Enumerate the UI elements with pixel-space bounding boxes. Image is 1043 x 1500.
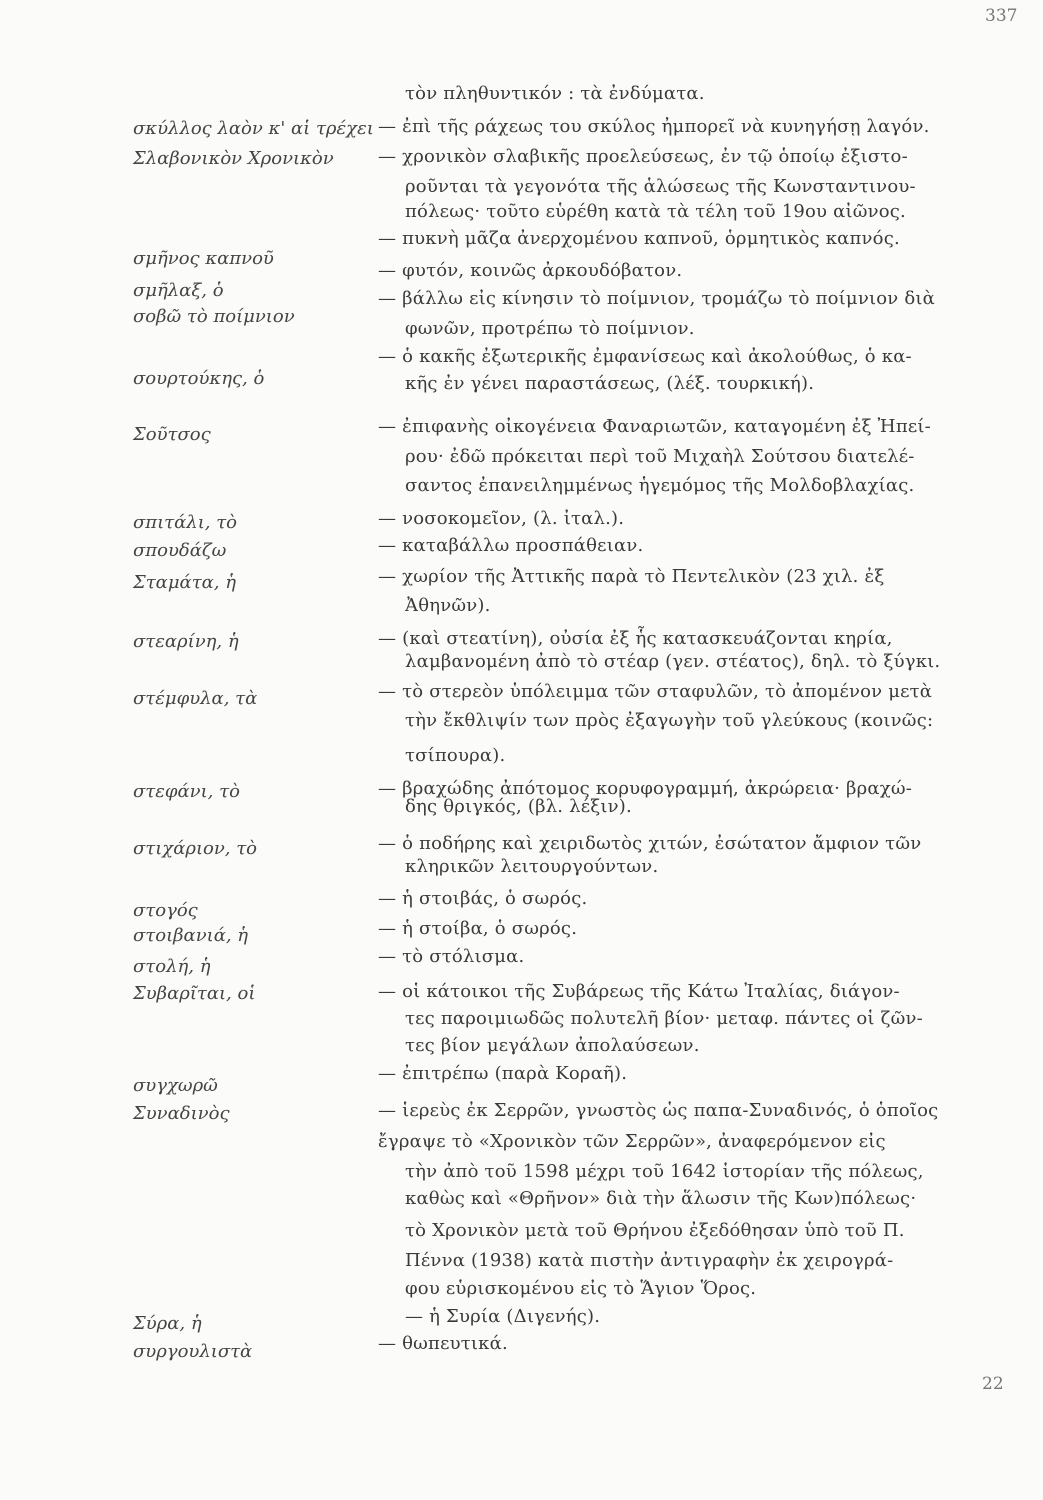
definition-line: τὸν πληθυντικόν : τὰ ἐνδύματα.: [405, 83, 705, 104]
definition-line: — ἡ Συρία (Διγενής).: [405, 1306, 601, 1327]
definition-line: Ἀθηνῶν).: [405, 595, 491, 616]
glossary-term: σπιτάλι, τὸ: [133, 512, 237, 533]
glossary-term: Συναδινὸς: [133, 1103, 230, 1124]
definition-line: τὸ Χρονικὸν μετὰ τοῦ Θρήνου ἐξεδόθησαν ὑπὸ τοῦ Π.: [405, 1220, 905, 1241]
definition-line: ρου· ἐδῶ πρόκειται περὶ τοῦ Μιχαὴλ Σούτσου διατελέ-: [405, 446, 915, 467]
definition-line: ροῦνται τὰ γεγονότα τῆς ἁλώσεως τῆς Κωνσταντινου-: [405, 176, 916, 197]
definition-line: — ἡ στοίβα, ὁ σωρός.: [378, 918, 578, 939]
definition-line: — (καὶ στεατίνη), οὐσία ἐξ ἧς κατασκευάζονται κηρία,: [378, 628, 893, 649]
definition-line: τες βίον μεγάλων ἀπολαύσεων.: [405, 1035, 700, 1056]
definition-line: ἔγραψε τὸ «Χρονικὸν τῶν Σερρῶν», ἀναφερόμενον εἰς: [378, 1131, 886, 1152]
glossary-term: σμῆνος καπνοῦ: [133, 248, 274, 269]
definition-line: τες παροιμιωδῶς πολυτελῆ βίον· μεταφ. πάντες οἱ ζῶν-: [405, 1008, 923, 1029]
glossary-term: Σλαβονικὸν Χρονικὸν: [133, 148, 334, 169]
definition-line: — φυτόν, κοινῶς ἀρκουδόβατον.: [378, 260, 683, 281]
definition-line: — ἐπιφανὴς οἰκογένεια Φαναριωτῶν, καταγομένη ἐξ Ἠπεί-: [378, 416, 931, 437]
glossary-term: σμῆλαξ, ὁ: [133, 280, 224, 301]
definition-line: φωνῶν, προτρέπω τὸ ποίμνιον.: [405, 318, 695, 339]
definition-line: — ἡ στοιβάς, ὁ σωρός.: [378, 888, 588, 909]
glossary-term: σπουδάζω: [133, 540, 227, 561]
glossary-term: στοιβανιά, ἡ: [133, 925, 249, 946]
glossary-term: Σύρα, ἡ: [133, 1313, 202, 1334]
definition-line: — ὁ κακῆς ἐξωτερικῆς ἐμφανίσεως καὶ ἀκολούθως, ὁ κα-: [378, 346, 912, 367]
glossary-term: στιχάριον, τὸ: [133, 838, 258, 859]
definition-line: δης θριγκός, (βλ. λέξιν).: [405, 796, 632, 817]
definition-line: — οἱ κάτοικοι τῆς Συβάρεως τῆς Κάτω Ἰταλίας, διάγον-: [378, 981, 900, 1002]
definition-line: — χρονικὸν σλαβικῆς προελεύσεως, ἐν τῷ ὁποίῳ ἐξιστο-: [378, 146, 908, 167]
page-number-top: 337: [985, 6, 1018, 26]
glossary-term: στολή, ἡ: [133, 956, 211, 977]
definition-line: κληρικῶν λειτουργούντων.: [405, 856, 659, 877]
definition-line: — χωρίον τῆς Ἀττικῆς παρὰ τὸ Πεντελικὸν (23 χιλ. ἐξ: [378, 566, 885, 587]
definition-line: τὴν ἔκθλιψίν των πρὸς ἐξαγωγὴν τοῦ γλεύκους (κοινῶς:: [405, 710, 934, 731]
definition-line: — βάλλω εἰς κίνησιν τὸ ποίμνιον, τρομάζω τὸ ποίμνιον διὰ: [378, 288, 935, 309]
definition-line: Πέννα (1938) κατὰ πιστὴν ἀντιγραφὴν ἐκ χειρογρά-: [405, 1250, 894, 1271]
definition-line: — ἐπὶ τῆς ράχεως του σκύλος ἠμπορεῖ νὰ κυνηγήσῃ λαγόν.: [378, 116, 930, 137]
definition-line: τὴν ἀπὸ τοῦ 1598 μέχρι τοῦ 1642 ἱστορίαν τῆς πόλεως,: [405, 1161, 924, 1182]
glossary-term: σουρτούκης, ὁ: [133, 368, 265, 389]
definition-line: τσίπουρα).: [405, 745, 506, 766]
definition-line: — ὁ ποδήρης καὶ χειριδωτὸς χιτών, ἐσώτατον ἄμφιον τῶν: [378, 833, 922, 854]
glossary-term: στεφάνι, τὸ: [133, 781, 240, 802]
glossary-term: στέμφυλα, τὰ: [133, 688, 258, 709]
glossary-term: Συβαρῖται, οἱ: [133, 983, 256, 1004]
definition-line: — πυκνὴ μᾶζα ἀνερχομένου καπνοῦ, ὁρμητικὸς καπνός.: [378, 228, 900, 249]
page-number-bottom: 22: [982, 1374, 1004, 1394]
glossary-term: σκύλλος λαὸν κ' αἱ τρέχει: [133, 118, 374, 139]
glossary-term: στογός: [133, 900, 198, 921]
glossary-term: σοβῶ τὸ ποίμνιον: [133, 306, 295, 327]
definition-line: — ἐπιτρέπω (παρὰ Κοραῆ).: [378, 1063, 628, 1084]
definition-line: — θωπευτικά.: [378, 1333, 508, 1354]
definition-line: σαντος ἐπανειλημμένως ἡγεμόμος τῆς Μολδοβλαχίας.: [405, 475, 915, 496]
definition-line: λαμβανομένη ἀπὸ τὸ στέαρ (γεν. στέατος), δηλ. τὸ ξύγκι.: [405, 651, 941, 672]
definition-line: — νοσοκομεῖον, (λ. ἰταλ.).: [378, 508, 625, 529]
definition-line: καθὼς καὶ «Θρῆνον» διὰ τὴν ἅλωσιν τῆς Κων)πόλεως·: [405, 1188, 917, 1209]
glossary-term: στεαρίνη, ἡ: [133, 631, 239, 652]
definition-line: πόλεως· τοῦτο εὑρέθη κατὰ τὰ τέλη τοῦ 19ου αἰῶνος.: [405, 201, 906, 222]
definition-line: — βραχώδης ἀπότομος κορυφογραμμή, ἀκρώρεια· βραχώ-: [378, 778, 913, 799]
glossary-term: συγχωρῶ: [133, 1075, 218, 1096]
definition-line: — καταβάλλω προσπάθειαν.: [378, 535, 644, 556]
definition-line: κῆς ἐν γένει παραστάσεως, (λέξ. τουρκική).: [405, 373, 815, 394]
definition-line: — τὸ στερεὸν ὑπόλειμμα τῶν σταφυλῶν, τὸ ἀπομένον μετὰ: [378, 681, 933, 702]
definition-line: — ἱερεὺς ἐκ Σερρῶν, γνωστὸς ὡς παπα-Συναδινός, ὁ ὁποῖος: [378, 1100, 939, 1121]
definition-line: — τὸ στόλισμα.: [378, 946, 525, 967]
glossary-term: συργουλιστὰ: [133, 1341, 253, 1362]
definition-line: φου εὑρισκομένου εἰς τὸ Ἅγιον Ὅρος.: [405, 1278, 757, 1299]
glossary-term: Σοῦτσος: [133, 424, 211, 445]
glossary-term: Σταμάτα, ἡ: [133, 572, 237, 593]
